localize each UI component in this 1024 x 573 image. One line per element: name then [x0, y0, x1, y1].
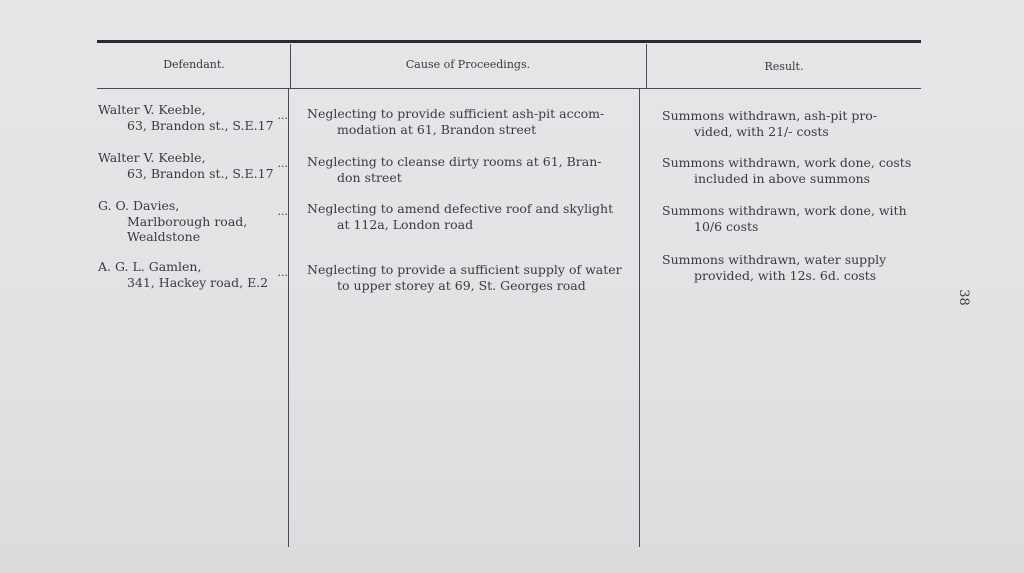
- row-4-defendant: [98, 259, 288, 290]
- row-4-result: [662, 252, 922, 283]
- row-1-defendant-name: Walter V. Keeble, ...: [98, 102, 288, 122]
- row-1-result-line-2: vided, with 21/- costs: [694, 123, 829, 139]
- row-2-defendant-name: Walter V. Keeble, ...: [98, 150, 288, 170]
- row-3-result: [662, 203, 922, 234]
- column-divider-1: [288, 89, 289, 547]
- row-4-cause-line-2: to upper storey at 69, St. Georges road: [337, 277, 586, 293]
- row-3-cause-line-2: at 112a, London road: [337, 216, 474, 232]
- row-1-cause-line-1: Neglecting to provide sufficient ash-pit accom-: [307, 106, 605, 121]
- row-4-result-line-2: provided, with 12s. 6d. costs: [694, 267, 877, 283]
- header-defendant: Defendant.: [163, 58, 225, 71]
- row-3-cause: [307, 201, 637, 232]
- table-top-rule: [97, 40, 921, 43]
- row-3-defendant: [98, 198, 288, 245]
- row-4-defendant-address: 341, Hackey road, E.2: [127, 274, 269, 290]
- row-4-result-line-1: Summons withdrawn, water supply: [662, 252, 887, 267]
- row-3-defendant-address-1: Marlborough road,: [127, 213, 248, 229]
- row-2-defendant-address: 63, Brandon st., S.E.17: [127, 165, 274, 181]
- row-4-defendant-name: A. G. L. Gamlen, ...: [98, 259, 288, 279]
- leader-dots: ...: [277, 266, 288, 279]
- leader-dots: ...: [277, 205, 288, 218]
- row-4-cause-line-1: Neglecting to provide a sufficient supply of water: [307, 262, 622, 277]
- column-divider-1-header: [290, 44, 291, 89]
- column-divider-2-header: [646, 44, 647, 89]
- row-3-defendant-address-2: Wealdstone: [127, 229, 201, 244]
- leader-dots: ...: [277, 109, 288, 122]
- row-1-result-line-1: Summons withdrawn, ash-pit pro-: [662, 108, 878, 123]
- row-1-cause: [307, 106, 637, 137]
- row-3-defendant-name: G. O. Davies, ...: [98, 198, 288, 218]
- header-result: Result.: [764, 60, 804, 73]
- row-3-result-line-1: Summons withdrawn, work done, with: [662, 203, 907, 218]
- row-2-cause-line-1: Neglecting to cleanse dirty rooms at 61, Bran-: [307, 154, 602, 169]
- row-2-defendant: [98, 150, 288, 181]
- leader-dots: ...: [277, 157, 288, 170]
- header-bottom-rule: [97, 88, 921, 89]
- row-3-result-line-2: 10/6 costs: [694, 218, 759, 234]
- row-3-cause-line-1: Neglecting to amend defective roof and skylight: [307, 201, 614, 216]
- row-2-cause: [307, 154, 637, 185]
- row-4-cause: [307, 262, 637, 293]
- row-1-defendant-address: 63, Brandon st., S.E.17: [127, 117, 274, 133]
- row-2-result-line-1: Summons withdrawn, work done, costs: [662, 155, 912, 170]
- column-divider-2: [639, 89, 640, 547]
- page-number: 38: [955, 289, 971, 306]
- row-2-cause-line-2: don street: [337, 169, 402, 185]
- row-1-result: [662, 108, 922, 139]
- row-2-result: [662, 155, 922, 186]
- row-2-result-line-2: included in above summons: [694, 170, 871, 186]
- row-1-cause-line-2: modation at 61, Brandon street: [337, 121, 537, 137]
- header-cause: Cause of Proceedings.: [405, 58, 531, 71]
- row-1-defendant: [98, 102, 288, 133]
